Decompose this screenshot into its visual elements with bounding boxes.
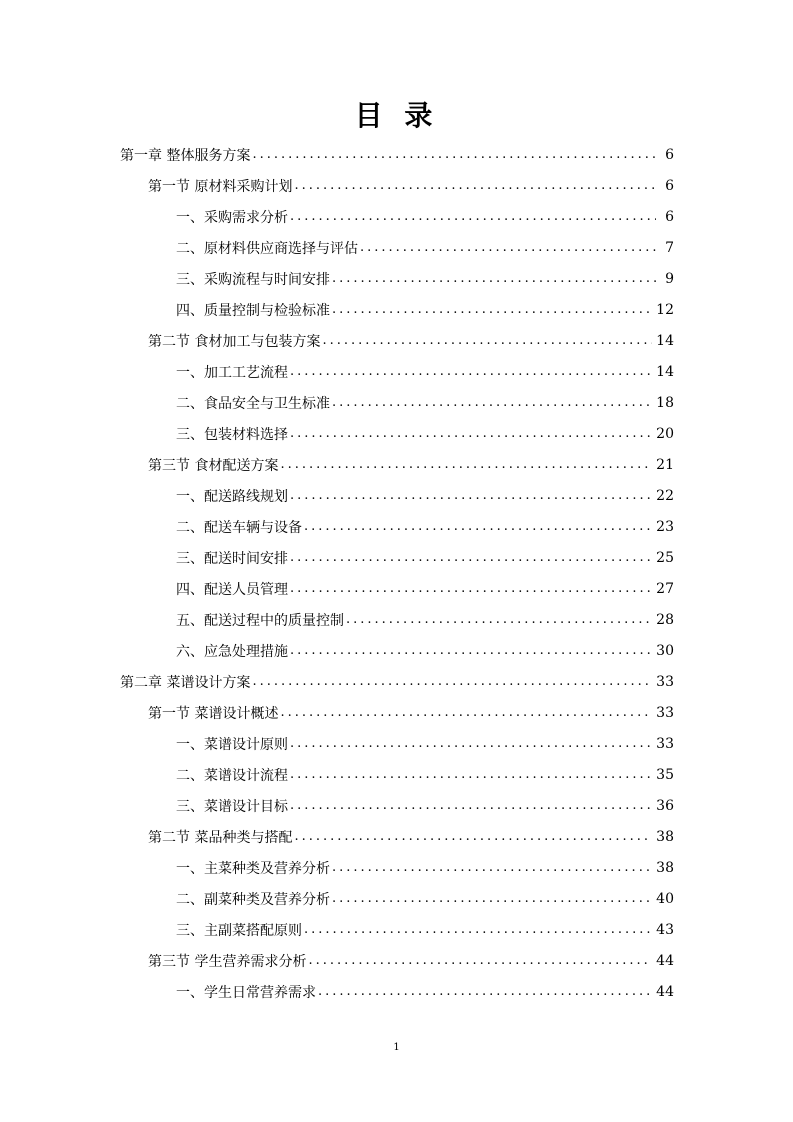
toc-entry-page: 6 bbox=[665, 146, 674, 163]
toc-entry[interactable] bbox=[176, 480, 674, 511]
toc-entry-title: 一、采购需求分析 bbox=[176, 209, 288, 226]
toc-entry-title: 二、配送车辆与设备 bbox=[176, 519, 302, 536]
toc-entry-title: 三、菜谱设计目标 bbox=[176, 798, 288, 815]
toc-entry-title: 一、加工工艺流程 bbox=[176, 364, 288, 381]
toc-entry-title: 第一节 原材料采购计划 bbox=[148, 178, 293, 195]
toc-entry[interactable] bbox=[176, 728, 674, 759]
toc-entry-page: 18 bbox=[656, 394, 674, 411]
toc-entry-page: 14 bbox=[656, 363, 674, 380]
toc-entry-page: 38 bbox=[656, 859, 674, 876]
toc-entry-page: 40 bbox=[656, 890, 674, 907]
toc-entry[interactable] bbox=[176, 387, 674, 418]
toc-dot-leader bbox=[294, 178, 656, 193]
toc-entry[interactable] bbox=[176, 883, 674, 914]
toc-entry-title: 第一节 菜谱设计概述 bbox=[148, 705, 279, 722]
toc-entry-title: 第三节 食材配送方案 bbox=[148, 457, 279, 474]
toc-entry-page: 33 bbox=[656, 704, 674, 721]
toc-entry[interactable] bbox=[176, 635, 674, 666]
toc-entry-page: 21 bbox=[656, 456, 674, 473]
toc-dot-leader bbox=[290, 426, 652, 441]
toc-entry-page: 35 bbox=[656, 766, 674, 783]
toc-entry[interactable] bbox=[176, 604, 674, 635]
toc-dot-leader bbox=[280, 457, 652, 472]
toc-entry-page: 9 bbox=[665, 270, 674, 287]
toc-entry-page: 12 bbox=[656, 301, 674, 318]
toc-dot-leader bbox=[304, 922, 652, 937]
toc-entry-page: 25 bbox=[656, 549, 674, 566]
toc-dot-leader bbox=[304, 519, 652, 534]
toc-entry-page: 14 bbox=[656, 332, 674, 349]
toc-dot-leader bbox=[332, 891, 652, 906]
toc-entry[interactable] bbox=[176, 232, 674, 263]
toc-entry-title: 第二章 菜谱设计方案 bbox=[120, 674, 251, 691]
toc-dot-leader bbox=[318, 984, 652, 999]
toc-entry[interactable] bbox=[120, 139, 674, 170]
toc-dot-leader bbox=[360, 240, 656, 255]
toc-entry-title: 二、副菜种类及营养分析 bbox=[176, 891, 330, 908]
toc-dot-leader bbox=[290, 643, 652, 658]
toc-entry-title: 第二节 菜品种类与搭配 bbox=[148, 829, 293, 846]
toc-entry-page: 44 bbox=[656, 952, 674, 969]
toc-entry[interactable] bbox=[176, 542, 674, 573]
toc-entry[interactable] bbox=[176, 759, 674, 790]
toc-entry[interactable] bbox=[176, 356, 674, 387]
toc-entry-title: 四、配送人员管理 bbox=[176, 581, 288, 598]
toc-entry-page: 27 bbox=[656, 580, 674, 597]
page-number: 1 bbox=[393, 1042, 400, 1053]
toc-dot-leader bbox=[332, 271, 656, 286]
toc-entry[interactable] bbox=[176, 573, 674, 604]
toc-entry[interactable] bbox=[176, 790, 674, 821]
toc-entry[interactable] bbox=[176, 976, 674, 1007]
toc-dot-leader bbox=[290, 736, 652, 751]
toc-entry-page: 20 bbox=[656, 425, 674, 442]
toc-title: 目 录 bbox=[354, 99, 439, 132]
toc-entry-page: 7 bbox=[665, 239, 674, 256]
toc-entry-title: 第二节 食材加工与包装方案 bbox=[148, 333, 321, 350]
toc-entry-page: 28 bbox=[656, 611, 674, 628]
toc-entry-title: 一、学生日常营养需求 bbox=[176, 984, 316, 1001]
toc-dot-leader bbox=[346, 612, 652, 627]
toc-entry[interactable] bbox=[176, 852, 674, 883]
toc-dot-leader bbox=[332, 860, 652, 875]
toc-entry[interactable] bbox=[148, 697, 674, 728]
toc-dot-leader bbox=[252, 674, 652, 689]
toc-entry-page: 36 bbox=[656, 797, 674, 814]
toc-dot-leader bbox=[290, 364, 652, 379]
toc-entry-page: 33 bbox=[656, 673, 674, 690]
toc-dot-leader bbox=[332, 395, 652, 410]
toc-entry-title: 二、菜谱设计流程 bbox=[176, 767, 288, 784]
toc-entry-page: 22 bbox=[656, 487, 674, 504]
toc-dot-leader bbox=[290, 767, 652, 782]
toc-entry-title: 一、菜谱设计原则 bbox=[176, 736, 288, 753]
toc-dot-leader bbox=[280, 705, 652, 720]
toc-entry-page: 33 bbox=[656, 735, 674, 752]
toc-entry-title: 第一章 整体服务方案 bbox=[120, 147, 251, 164]
toc-entry-title: 五、配送过程中的质量控制 bbox=[176, 612, 344, 629]
toc-dot-leader bbox=[290, 550, 652, 565]
toc-entry[interactable] bbox=[148, 821, 674, 852]
toc-entry-title: 三、包装材料选择 bbox=[176, 426, 288, 443]
toc-dot-leader bbox=[290, 209, 656, 224]
toc-dot-leader bbox=[290, 488, 652, 503]
toc-entry[interactable] bbox=[176, 418, 674, 449]
toc-entry[interactable] bbox=[176, 263, 674, 294]
toc-entry-page: 6 bbox=[665, 177, 674, 194]
toc-entry-page: 23 bbox=[656, 518, 674, 535]
toc-entry-page: 43 bbox=[656, 921, 674, 938]
toc-entry-page: 6 bbox=[665, 208, 674, 225]
toc-entry[interactable] bbox=[176, 294, 674, 325]
toc-entry[interactable] bbox=[148, 449, 674, 480]
toc-entry-title: 三、主副菜搭配原则 bbox=[176, 922, 302, 939]
toc-dot-leader bbox=[332, 302, 652, 317]
toc-entry[interactable] bbox=[176, 914, 674, 945]
toc-entry-title: 二、原材料供应商选择与评估 bbox=[176, 240, 358, 257]
toc-dot-leader bbox=[308, 953, 652, 968]
toc-entry-page: 44 bbox=[656, 983, 674, 1000]
toc-entry-title: 第三节 学生营养需求分析 bbox=[148, 953, 307, 970]
toc-entry[interactable] bbox=[120, 666, 674, 697]
toc-entry[interactable] bbox=[148, 945, 674, 976]
toc-dot-leader bbox=[322, 333, 652, 348]
toc-entry-title: 一、主菜种类及营养分析 bbox=[176, 860, 330, 877]
toc-dot-leader bbox=[290, 798, 652, 813]
toc-entry[interactable] bbox=[148, 170, 674, 201]
toc-entry-title: 一、配送路线规划 bbox=[176, 488, 288, 505]
toc-entry[interactable] bbox=[176, 511, 674, 542]
toc-entry-title: 六、应急处理措施 bbox=[176, 643, 288, 660]
toc-entry-page: 30 bbox=[656, 642, 674, 659]
toc-entry-title: 三、配送时间安排 bbox=[176, 550, 288, 567]
toc-dot-leader bbox=[290, 581, 652, 596]
toc-entry-title: 二、食品安全与卫生标准 bbox=[176, 395, 330, 412]
toc-entry-page: 38 bbox=[656, 828, 674, 845]
toc-entry-title: 三、采购流程与时间安排 bbox=[176, 271, 330, 288]
toc-dot-leader bbox=[294, 829, 652, 844]
toc-dot-leader bbox=[252, 147, 656, 162]
toc-entry[interactable] bbox=[176, 201, 674, 232]
toc-entry-title: 四、质量控制与检验标准 bbox=[176, 302, 330, 319]
toc-entry[interactable] bbox=[148, 325, 674, 356]
